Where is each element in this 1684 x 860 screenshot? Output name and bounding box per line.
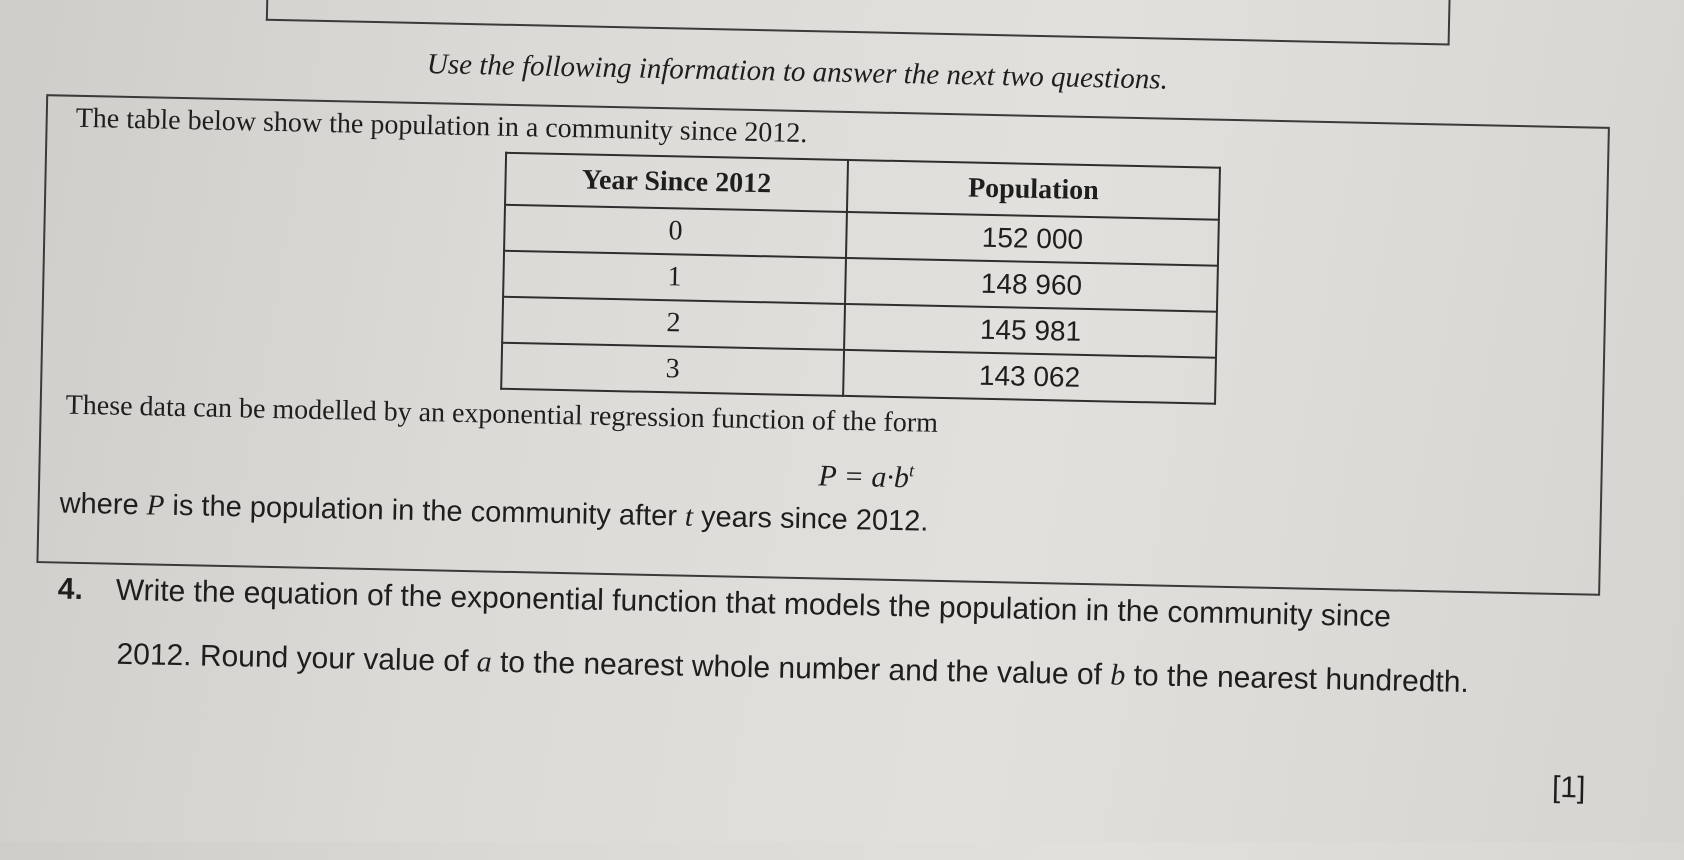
year-cell: 1: [503, 251, 846, 304]
var-b: b: [1109, 658, 1126, 692]
var-p: P: [146, 489, 165, 522]
regression-formula: [818, 458, 914, 495]
population-table: [500, 152, 1221, 405]
question-line-2: [116, 638, 1469, 700]
formula-lhs: P: [818, 459, 837, 493]
question-text: Write the equation of the exponential function that models the population in the community since: [115, 573, 1392, 634]
where-text: years since 2012.: [692, 500, 929, 538]
question-number: 4.: [57, 572, 84, 607]
year-cell: 0: [504, 205, 847, 258]
year-cell: 2: [502, 297, 845, 350]
formula-b: b: [893, 460, 910, 495]
formula-dot: ·: [886, 460, 895, 494]
problem-stem: The table below show the population in a community since 2012.: [75, 102, 808, 150]
population-cell: 145 981: [844, 304, 1217, 358]
model-description: These data can be modelled by an exponential regression function of the form: [65, 389, 939, 439]
population-cell: 148 960: [845, 258, 1218, 312]
formula-a: a: [871, 460, 887, 494]
population-cell: 143 062: [843, 350, 1216, 404]
where-text: where: [59, 487, 148, 522]
instructions-heading: Use the following information to answer the next two questions.: [426, 48, 1169, 96]
var-t: t: [684, 500, 694, 533]
where-text: is the population in the community after: [164, 489, 686, 533]
column-header-year: Year Since 2012: [505, 153, 848, 212]
column-header-population: Population: [847, 160, 1220, 220]
formula-equals: =: [835, 459, 872, 494]
question-text: 2012. Round your value of: [116, 637, 478, 679]
var-a: a: [476, 645, 493, 679]
question-text: to the nearest whole number and the value of: [491, 645, 1111, 692]
population-cell: 152 000: [846, 212, 1219, 266]
question-text: to the nearest hundredth.: [1124, 658, 1470, 700]
year-cell: 3: [501, 343, 844, 396]
formula-exponent: t: [908, 460, 915, 481]
marks-label: [1]: [1551, 770, 1586, 805]
previous-answer-box: [266, 0, 1451, 46]
